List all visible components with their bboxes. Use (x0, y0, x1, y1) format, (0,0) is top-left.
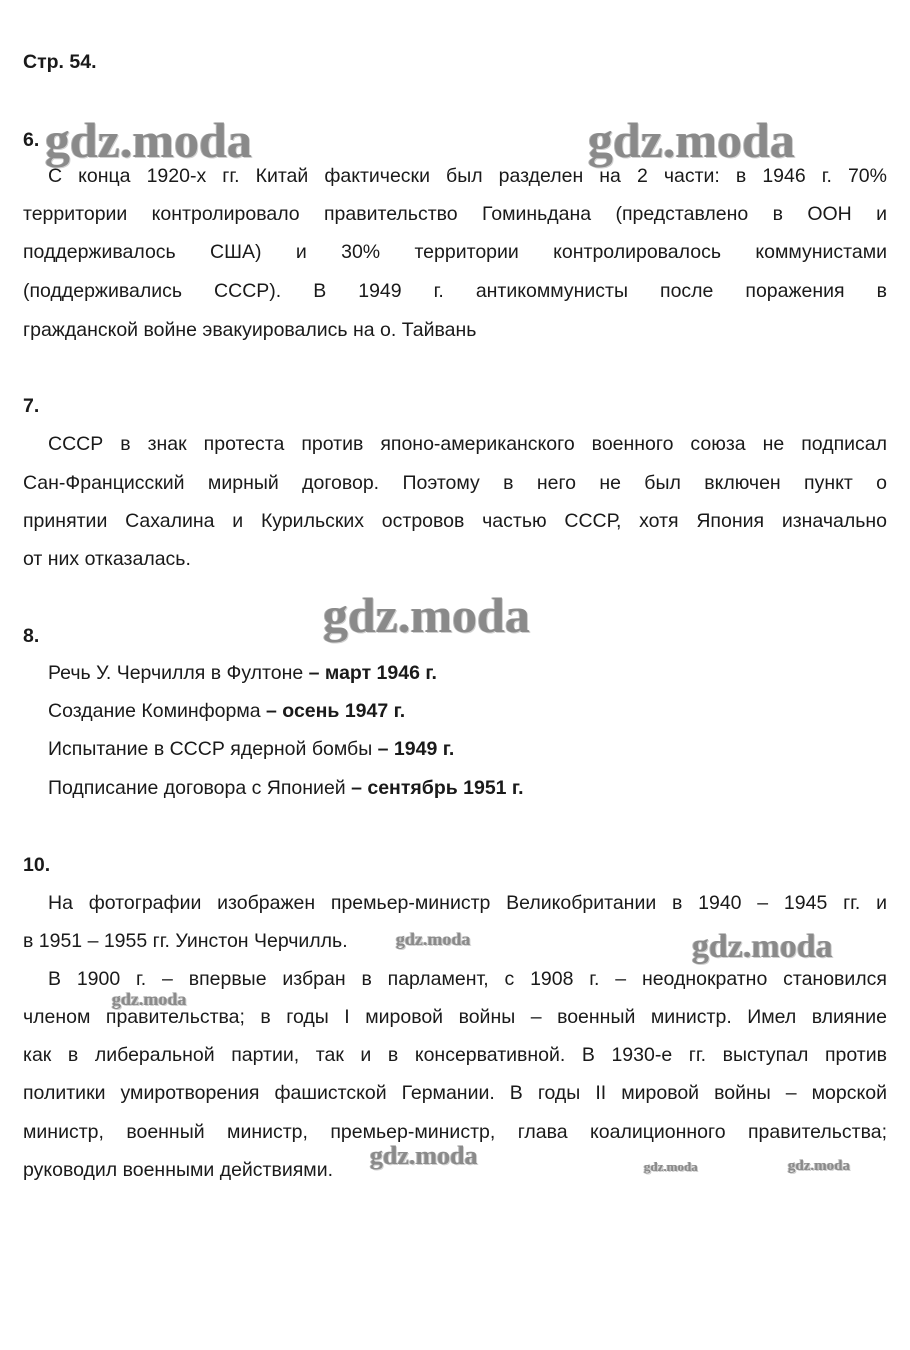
watermark: gdz.moda (644, 1159, 698, 1174)
task-10-line-5: как в либеральной партии, так и в консервативной. В 1930-е гг. выступал против (23, 1044, 887, 1066)
watermark: gdz.moda (692, 928, 833, 965)
timeline-item (48, 699, 405, 723)
watermark: gdz.moda (788, 1158, 851, 1174)
task-7-line-4: от них отказалась. (23, 548, 191, 570)
task-6-line-5: гражданской войне эвакуировались на о. Тайвань (23, 319, 477, 341)
task-6-line-3: поддерживалось США) и 30% территории контролировалось коммунистами (23, 241, 887, 263)
timeline-item (48, 737, 454, 761)
timeline-event: Создание Коминформа (48, 700, 261, 722)
timeline-event: Испытание в СССР ядерной бомбы (48, 738, 373, 760)
task-7-line-1: СССР в знак протеста против японо-американского военного союза не подписал (48, 433, 887, 455)
timeline-date: – осень 1947 г. (266, 700, 406, 722)
watermark: gdz.moda (396, 929, 471, 949)
task-6-number: 6. (23, 129, 40, 151)
watermark: gdz.moda (323, 587, 530, 643)
task-6-line-1: С конца 1920-х гг. Китай фактически был разделен на 2 части: в 1946 г. 70% (48, 165, 887, 187)
task-6-line-2: территории контролировало правительство Гоминьдана (представлено в ООН и (23, 203, 887, 225)
task-10-line-4: членом правительства; в годы I мировой войны – военный министр. Имел влияние (23, 1006, 887, 1028)
task-7-line-3: принятии Сахалина и Курильских островов частью СССР, хотя Япония изначально (23, 510, 887, 532)
timeline-event: Подписание договора с Японией (48, 777, 346, 799)
task-10-line-6: политики умиротворения фашистской Германии. В годы II мировой войны – морской (23, 1082, 887, 1104)
task-10-line-2: в 1951 – 1955 гг. Уинстон Черчилль. (23, 930, 348, 952)
watermark: gdz.moda (370, 1141, 478, 1170)
watermark: gdz.moda (112, 989, 187, 1009)
page-reference: Стр. 54. (23, 51, 97, 73)
task-7-line-2: Сан-Францисский мирный договор. Поэтому в него не был включен пункт о (23, 472, 887, 494)
timeline-item (48, 661, 437, 685)
task-10-number: 10. (23, 854, 51, 876)
watermark: gdz.moda (588, 112, 795, 168)
timeline-date: – март 1946 г. (308, 662, 437, 684)
task-10-line-7: министр, военный министр, премьер-министр, глава коалиционного правительства; (23, 1121, 887, 1143)
timeline-date: – сентябрь 1951 г. (351, 777, 524, 799)
task-7-number: 7. (23, 395, 40, 417)
task-10-line-8: руководил военными действиями. (23, 1159, 334, 1181)
task-6-line-4: (поддерживались СССР). В 1949 г. антикоммунисты после поражения в (23, 280, 887, 302)
task-8-number: 8. (23, 625, 40, 647)
timeline-date: – 1949 г. (377, 738, 455, 760)
timeline-event: Речь У. Черчилля в Фултоне (48, 662, 304, 684)
task-10-line-3: В 1900 г. – впервые избран в парламент, с 1908 г. – неоднократно становился (48, 968, 887, 990)
watermark: gdz.moda (45, 112, 252, 168)
timeline-item (48, 776, 524, 800)
task-10-line-1: На фотографии изображен премьер-министр Великобритании в 1940 – 1945 гг. и (48, 892, 887, 914)
